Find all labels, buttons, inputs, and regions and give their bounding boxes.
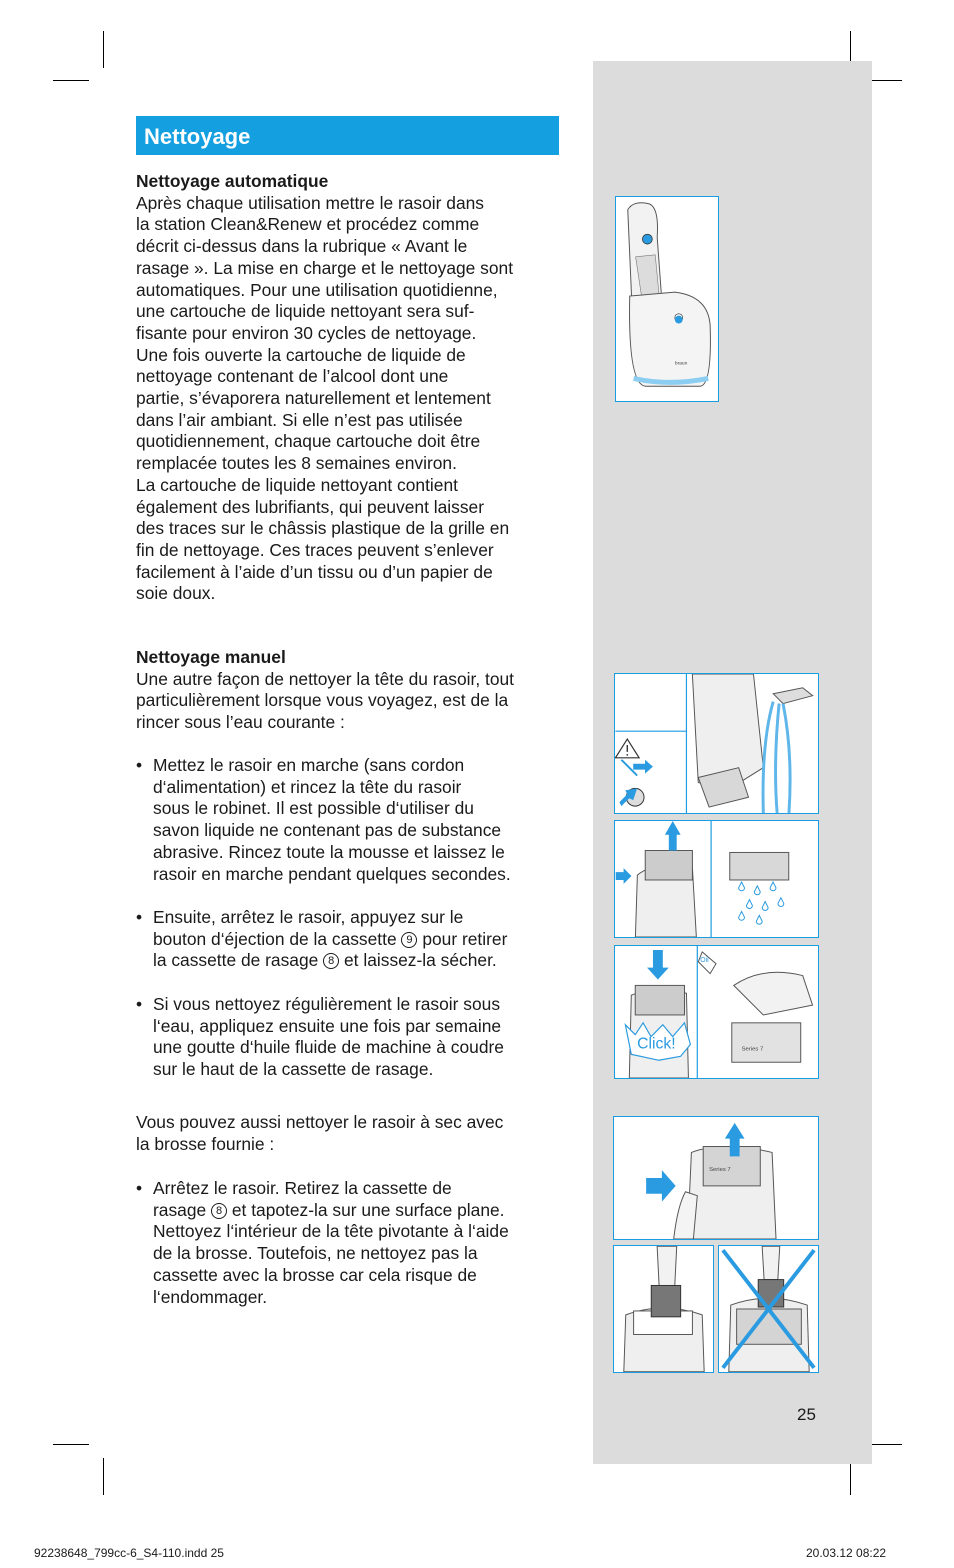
text-line: nettoyage contenant de l’alcool dont une: [136, 366, 449, 387]
brush-not-ok-illustration: [719, 1246, 818, 1372]
text-line: une cartouche de liquide nettoyant sera suf-: [136, 301, 475, 322]
bullet-marker: •: [136, 755, 143, 775]
remove-cassette-figure: [613, 1116, 819, 1240]
text-line: La cartouche de liquide nettoyant contient: [136, 474, 458, 495]
click-label: Click!: [637, 1035, 676, 1053]
text-line: abrasive. Rincez toute la mousse et laissez le: [153, 841, 505, 862]
text-line: cassette avec la brosse car cela risque de: [153, 1264, 477, 1285]
text-line: Arrêtez le rasoir. Retirez la cassette de: [153, 1178, 452, 1198]
text-line: décrit ci-dessus dans la rubrique « Avant le: [136, 236, 468, 257]
section-heading: Nettoyage: [136, 116, 559, 155]
text-fragment: rasage: [153, 1199, 207, 1220]
text-line: automatiques. Pour une utilisation quotidienne,: [136, 279, 498, 300]
text-line: Une fois ouverte la cartouche de liquide de: [136, 344, 466, 365]
text-line: une goutte d‘huile fluide de machine à coudre: [153, 1037, 504, 1058]
cassette-label: Series 7: [741, 1046, 764, 1053]
text-line: [153, 950, 564, 972]
oil-figure: [614, 945, 819, 1079]
bullet-marker: •: [136, 994, 143, 1014]
rinse-figure: [614, 673, 819, 814]
bullet-eject: [136, 907, 564, 972]
text-line: particulièrement lorsque vous voyagez, est de la: [136, 690, 509, 711]
footer-date-slug: 20.03.12 08:22: [806, 1546, 887, 1560]
crop-mark: [53, 80, 89, 81]
part-number-8: 8: [211, 1203, 227, 1219]
auto-cleaning-title: Nettoyage automatique: [136, 171, 329, 191]
part-number-9: 9: [401, 932, 417, 948]
text-line: dans l’air ambiant. Si elle n’est pas utilisée: [136, 409, 463, 430]
oil-illustration: [615, 946, 818, 1078]
brush-ok-illustration: [614, 1246, 713, 1372]
text-line: également des lubrifiants, qui peuvent laisser: [136, 496, 485, 517]
manual-cleaning-title: Nettoyage manuel: [136, 647, 286, 667]
crop-mark: [103, 1458, 104, 1495]
text-line: rasoir en marche pendant quelques secondes.: [153, 863, 511, 884]
text-line: Vous pouvez aussi nettoyer le rasoir à sec avec: [136, 1112, 504, 1132]
text-line: Nettoyez l‘intérieur de la tête pivotante à l‘aide: [153, 1221, 509, 1242]
text-line: facilement à l’aide d’un tissu ou d’un papier de: [136, 561, 493, 582]
text-line: Ensuite, arrêtez le rasoir, appuyez sur le: [153, 907, 464, 927]
crop-mark: [53, 1444, 89, 1445]
remove-cassette-illustration: [614, 1117, 818, 1239]
text-line: la station Clean&Renew et procédez comme: [136, 214, 480, 235]
text-line: quotidiennement, chaque cartouche doit être: [136, 431, 481, 452]
text-line: fisante pour environ 30 cycles de nettoyage.: [136, 322, 477, 343]
text-line: partie, s’évaporera naturellement et lentement: [136, 388, 491, 409]
text-line: rincer sous l’eau courante :: [136, 712, 345, 733]
dry-cleaning-intro: [136, 1112, 564, 1155]
text-line: remplacée toutes les 8 semaines environ.: [136, 453, 457, 474]
page-number: 25: [797, 1405, 816, 1424]
bullet-oil: [136, 994, 564, 1081]
cassette-label: Series 7: [709, 1167, 731, 1174]
bullet-marker: •: [136, 1178, 143, 1198]
text-fragment: pour retirer: [422, 928, 508, 949]
text-fragment: bouton d‘éjection de la cassette: [153, 928, 397, 949]
text-line: [153, 1200, 564, 1222]
footer-file-slug: 92238648_799cc-6_S4-110.indd 25: [34, 1546, 224, 1560]
text-line: Une autre façon de nettoyer la tête du rasoir, tout: [136, 668, 514, 689]
text-fragment: la cassette de rasage: [153, 950, 319, 971]
text-line: l‘endommager.: [153, 1286, 268, 1307]
text-line: l‘eau, appliquez ensuite une fois par semaine: [153, 1015, 502, 1036]
text-line: [153, 929, 564, 951]
text-line: Mettez le rasoir en marche (sans cordon: [153, 755, 465, 775]
manual-cleaning-section: [136, 647, 564, 734]
bullet-marker: •: [136, 907, 143, 927]
text-line: sous le robinet. Il est possible d‘utiliser du: [153, 798, 474, 819]
text-line: d‘alimentation) et rincez la tête du rasoir: [153, 776, 462, 797]
text-line: sur le haut de la cassette de rasage.: [153, 1059, 434, 1080]
text-line: rasage ». La mise en charge et le nettoyage sont: [136, 257, 514, 278]
bullet-brush: [136, 1178, 564, 1308]
brush-ok-figure: [613, 1245, 714, 1373]
text-line: la brosse fournie :: [136, 1133, 275, 1154]
text-line: Si vous nettoyez régulièrement le rasoir sous: [153, 994, 501, 1014]
text-line: soie doux.: [136, 583, 216, 604]
text-line: Après chaque utilisation mettre le rasoir dans: [136, 192, 484, 213]
brush-not-ok-figure: [718, 1245, 819, 1373]
eject-figure: [614, 820, 819, 938]
auto-cleaning-section: [136, 171, 564, 605]
station-illustration: [616, 197, 718, 401]
rinse-illustration: [615, 674, 818, 813]
oil-label: Oil: [700, 956, 709, 964]
text-line: de la brosse. Toutefois, ne nettoyez pas la: [153, 1243, 478, 1264]
text-line: fin de nettoyage. Ces traces peuvent s’enlever: [136, 539, 494, 560]
station-figure: [615, 196, 719, 402]
text-line: savon liquide ne contenant pas de substance: [153, 820, 502, 841]
part-number-8: 8: [323, 953, 339, 969]
brand-logo: braun: [674, 361, 688, 367]
text-fragment: et laissez-la sécher.: [344, 950, 497, 971]
bullet-rinse: [136, 755, 564, 885]
text-line: des traces sur le châssis plastique de la grille en: [136, 518, 510, 539]
crop-mark: [103, 31, 104, 68]
eject-illustration: [615, 821, 818, 937]
text-fragment: et tapotez-la sur une surface plane.: [231, 1199, 505, 1220]
